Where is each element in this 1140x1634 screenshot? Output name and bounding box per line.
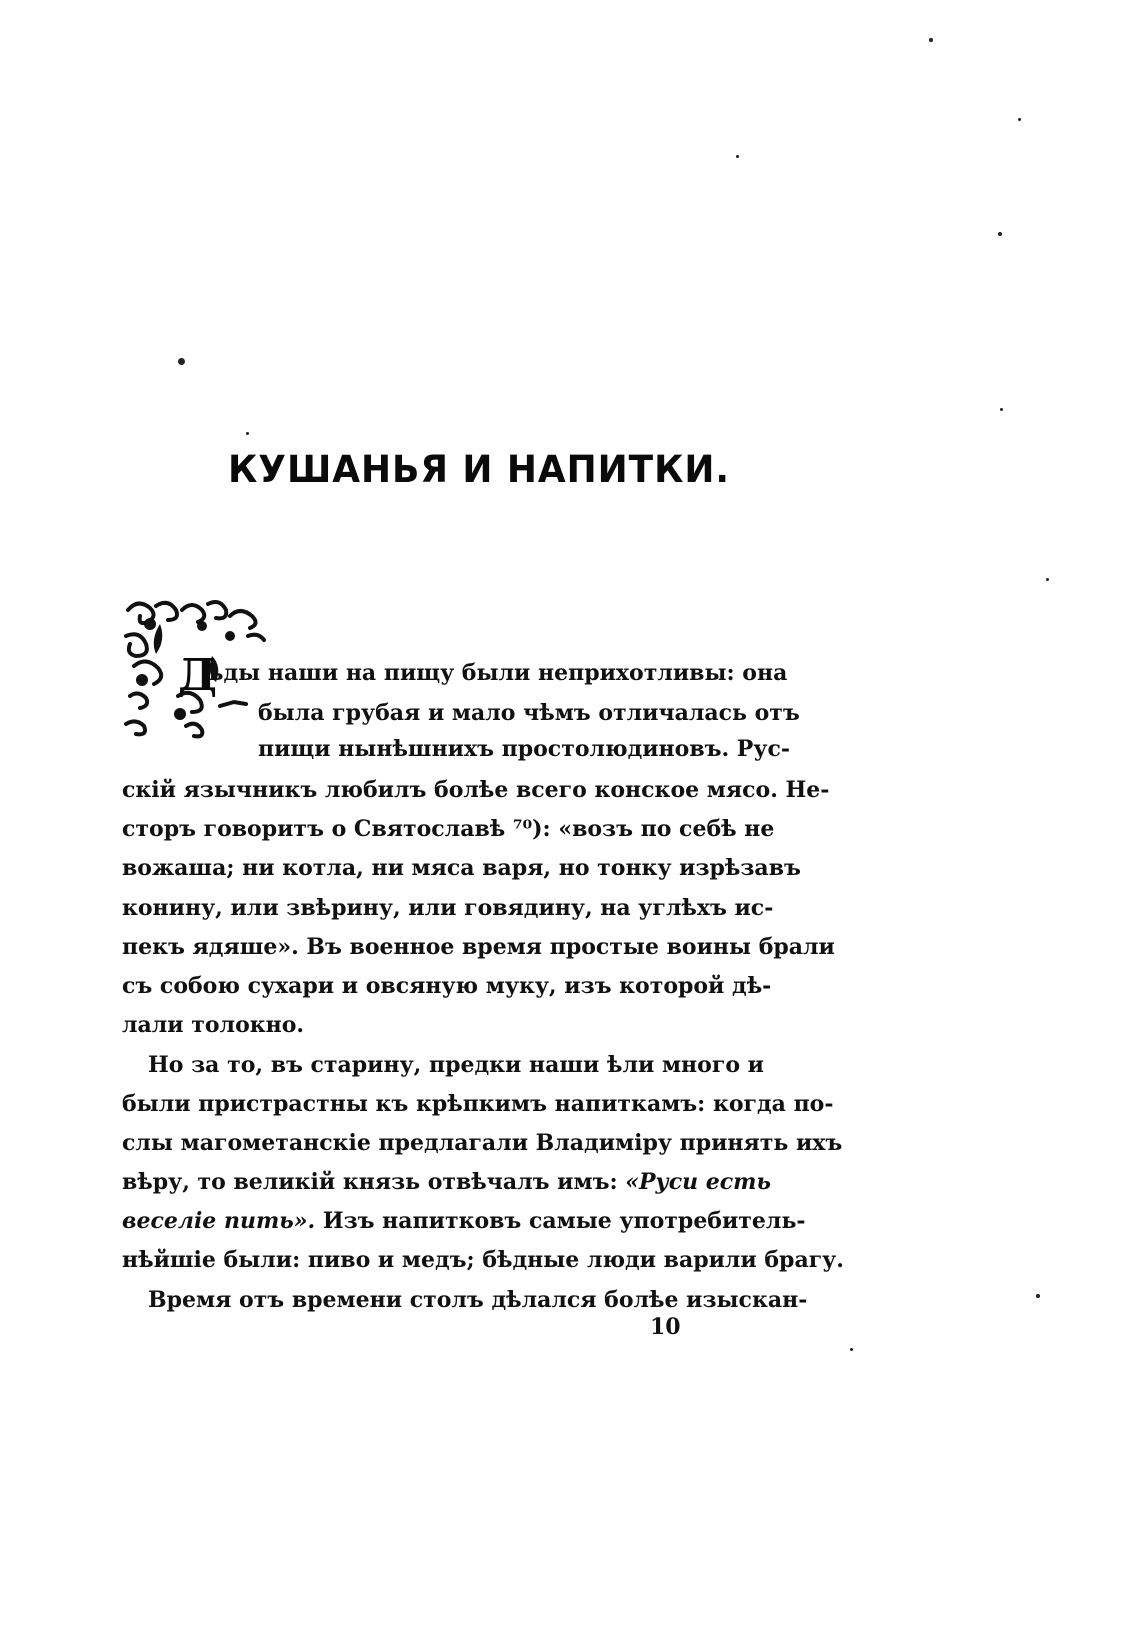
text-span: Изъ напитковъ самые употребитель- — [315, 1208, 806, 1234]
text-span: вѣру, то великій князь отвѣчалъ имъ: — [122, 1169, 626, 1195]
text-line: сторъ говоритъ о Святославѣ ⁷⁰): «возъ по себѣ не — [122, 816, 775, 842]
text-line: ѣды наши на пищу были неприхотливы: она — [208, 660, 788, 686]
scan-speck — [1018, 118, 1021, 121]
scan-speck — [850, 1348, 853, 1351]
text-line: лали толокно. — [122, 1012, 305, 1038]
text-line: были пристрастны къ крѣпкимъ напиткамъ: когда по- — [122, 1091, 834, 1117]
italic-quote: «Руси есть — [625, 1169, 771, 1195]
text-line — [122, 1169, 771, 1195]
text-line: вожаша; ни котла, ни мяса варя, но тонку изрѣзавъ — [122, 855, 801, 881]
text-line: Но за то, въ старину, предки наши ѣли много и — [148, 1052, 764, 1078]
text-line: конину, или звѣрину, или говядину, на углѣхъ ис- — [122, 895, 774, 921]
scan-speck — [1036, 1294, 1040, 1298]
drop-cap-letter: Д — [178, 650, 218, 701]
scan-speck — [1000, 408, 1003, 411]
text-line: пищи нынѣшнихъ простолюдиновъ. Рус- — [258, 736, 790, 762]
text-line: была грубая и мало чѣмъ отличалась отъ — [258, 700, 800, 726]
text-line — [122, 1208, 806, 1234]
text-line: Время отъ времени столъ дѣлался болѣе изыскан- — [148, 1287, 808, 1313]
scan-speck — [1046, 578, 1049, 581]
text-line: нѣйшіе были: пиво и медъ; бѣдные люди варили брагу. — [122, 1247, 844, 1273]
scan-speck — [929, 38, 933, 42]
scan-speck — [178, 358, 185, 365]
text-line: пекъ ядяше». Въ военное время простые воины брали — [122, 934, 835, 960]
italic-quote: веселіе пить». — [122, 1208, 316, 1234]
text-line: скій язычникъ любилъ болѣе всего конское мясо. Не- — [122, 777, 830, 803]
scan-speck — [998, 232, 1002, 236]
page-number: 10 — [650, 1314, 681, 1340]
chapter-title: КУШАНЬЯ И НАПИТКИ. — [228, 448, 731, 491]
text-line: съ собою сухари и овсяную муку, изъ которой дѣ- — [122, 973, 772, 999]
scan-speck — [736, 155, 739, 158]
scan-speck — [246, 432, 249, 435]
text-line: слы магометанскіе предлагали Владиміру принять ихъ — [122, 1130, 843, 1156]
